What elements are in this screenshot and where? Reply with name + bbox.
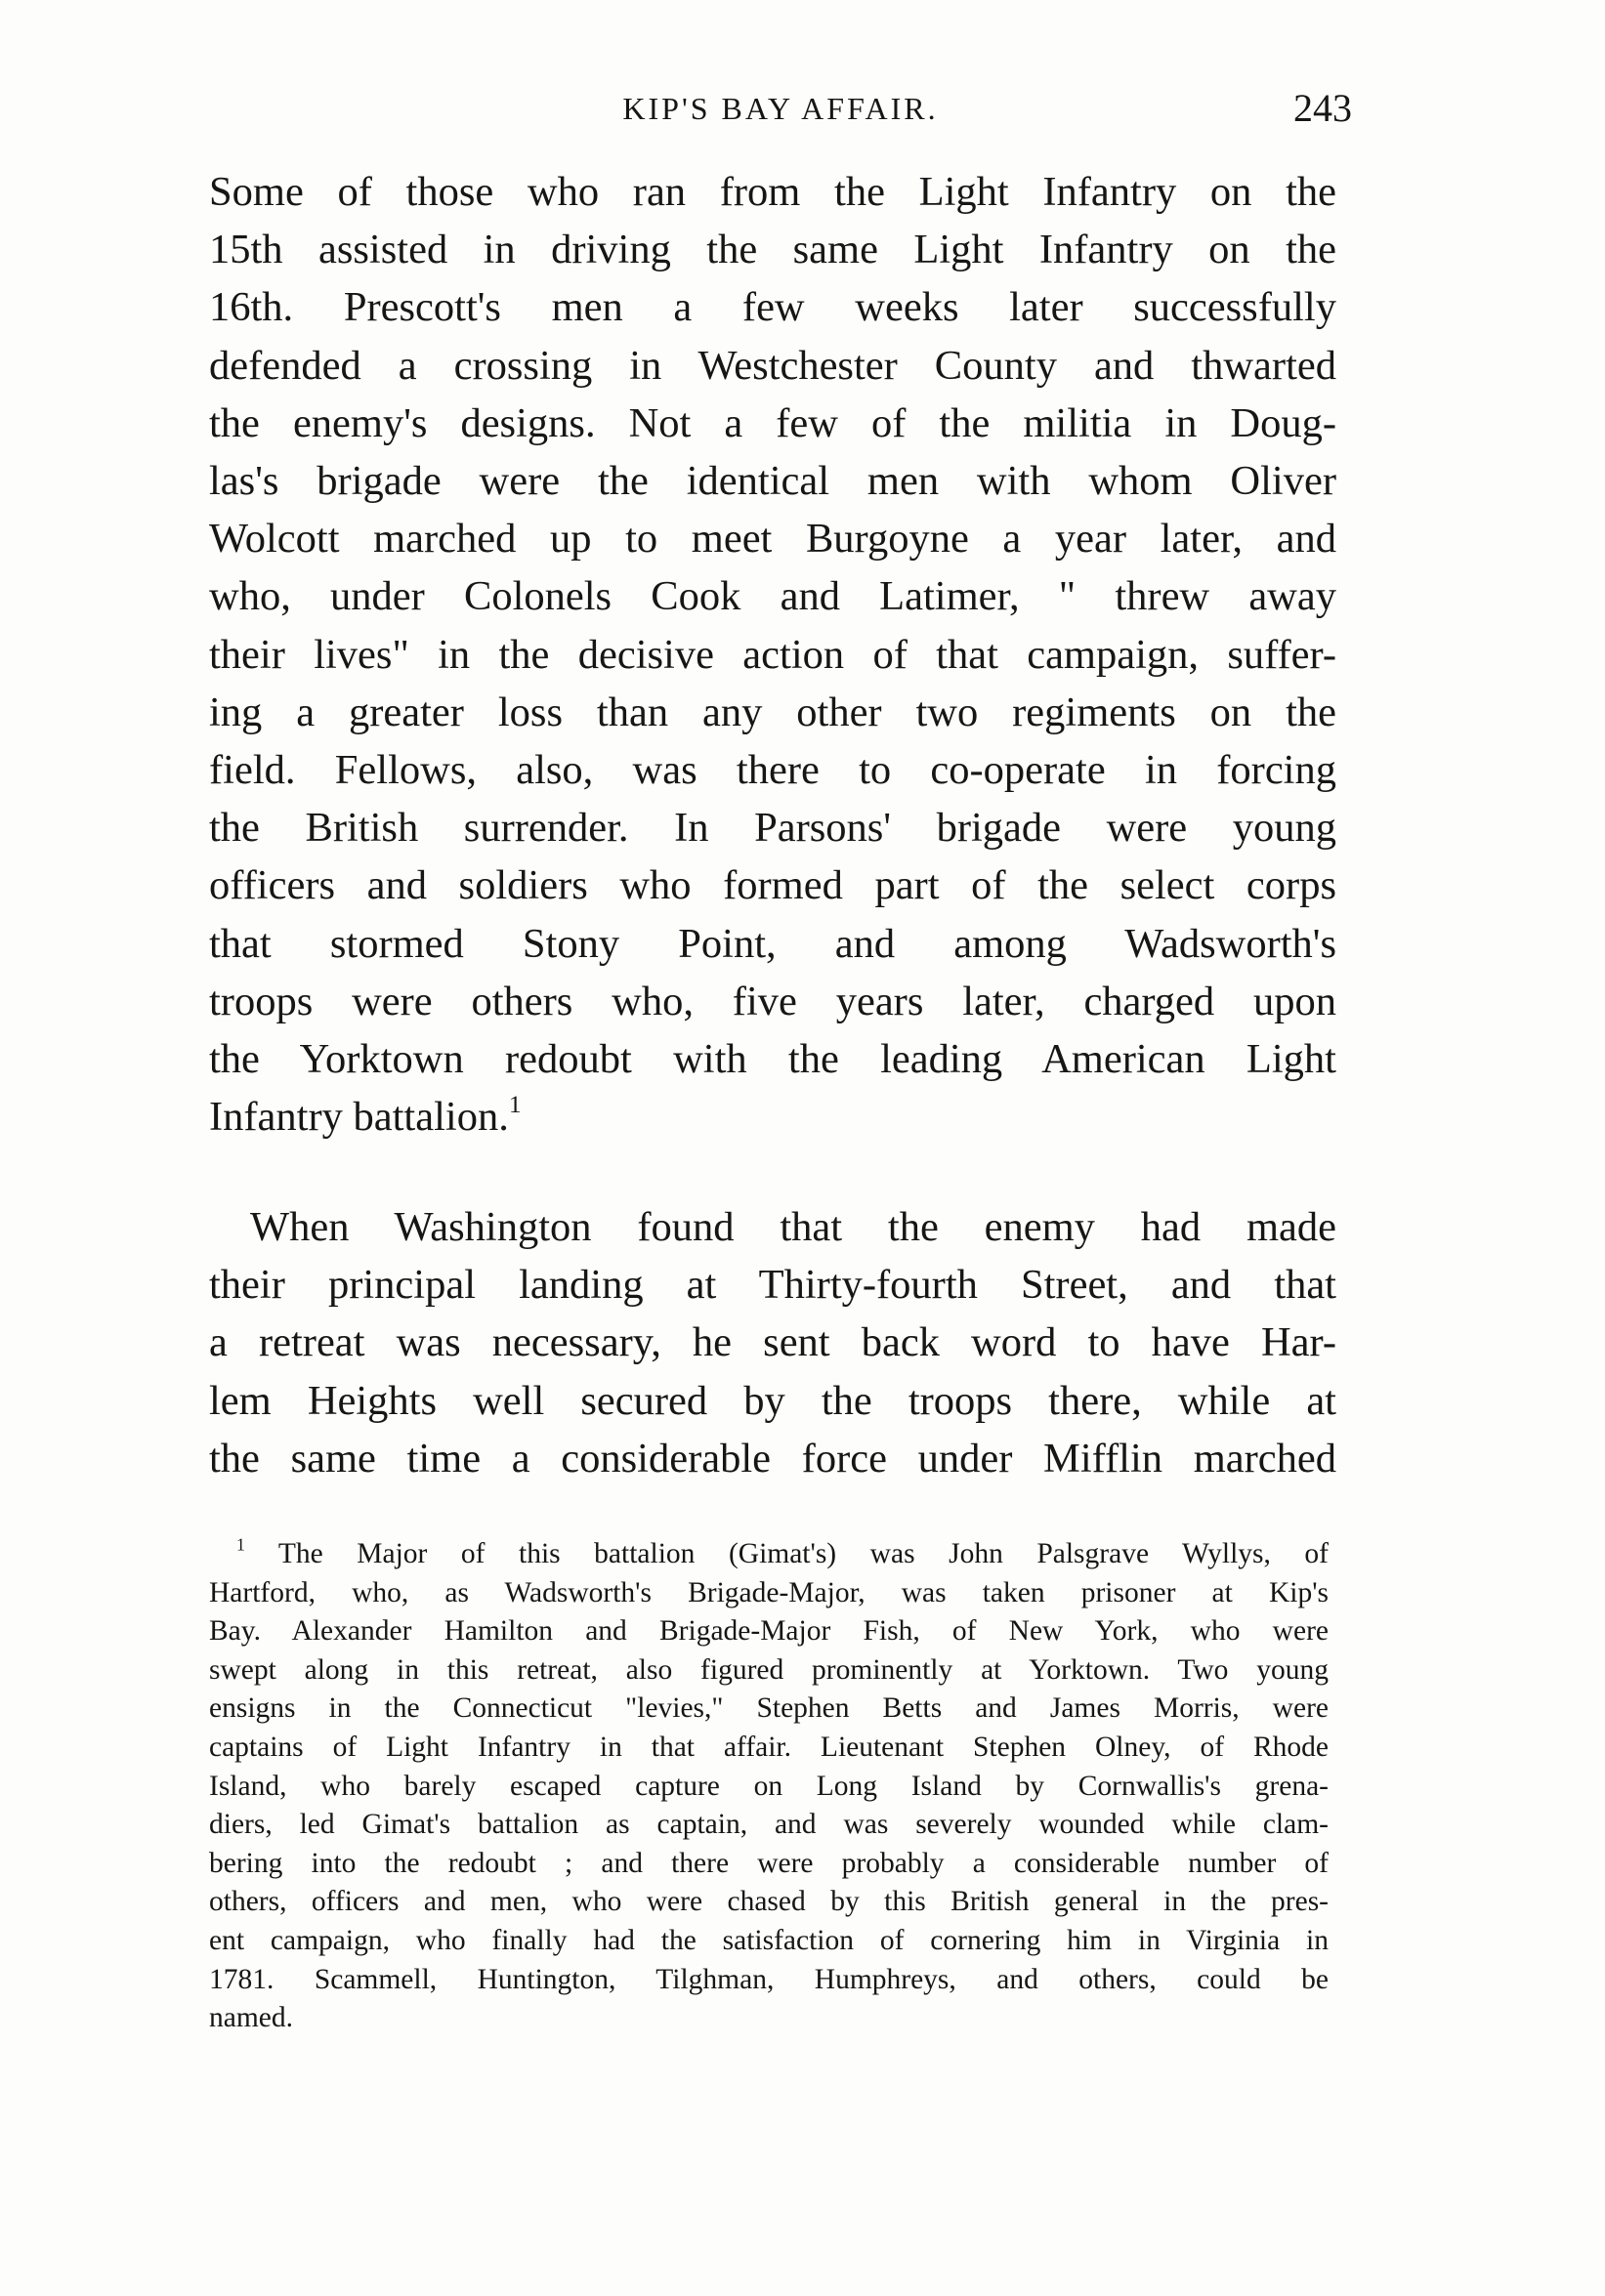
body-paragraph-2 [209, 1198, 1336, 1487]
text-line: ing a greater loss than any other two regiments on the [209, 689, 1336, 735]
text-line: When Washington found that the enemy had made [250, 1204, 1336, 1250]
footnote-line: Bay. Alexander Hamilton and Brigade-Major Fish, of New York, who were [209, 1615, 1329, 1648]
footnote-line: Island, who barely escaped capture on Long Island by Cornwallis's grena- [209, 1770, 1329, 1802]
footnote-marker: 1 [236, 1534, 245, 1555]
text-line-content: Infantry battalion. [209, 1094, 509, 1141]
text-line: officers and soldiers who formed part of the select corps [209, 862, 1336, 909]
footnote-line-content: The Major of this battalion (Gimat's) was John Palsgrave Wyllys, of [277, 1538, 1329, 1569]
text-line: Some of those who ran from the Light Infantry on the [209, 169, 1336, 215]
running-title: KIP'S BAY AFFAIR. [622, 91, 939, 126]
page-number: 243 [1293, 86, 1352, 130]
running-head [209, 84, 1352, 133]
footnote-line: Hartford, who, as Wadsworth's Brigade-Major, was taken prisoner at Kip's [209, 1576, 1329, 1608]
footnote-line [209, 1535, 1329, 1574]
text-line-last [209, 1088, 1336, 1146]
text-line: a retreat was necessary, he sent back word to have Har- [209, 1319, 1336, 1366]
footnote-line: diers, led Gimat's battalion as captain, and was severely wounded while clam- [209, 1809, 1329, 1841]
text-line: troops were others who, five years later, charged upon [209, 978, 1336, 1024]
footnote-line: ensigns in the Connecticut "levies," Stephen Betts and James Morris, were [209, 1692, 1329, 1725]
footnote [209, 1535, 1329, 2038]
text-line: the same time a considerable force under Mifflin marched [209, 1435, 1336, 1482]
text-line: their principal landing at Thirty-fourth Street, and that [209, 1262, 1336, 1309]
text-line: the enemy's designs. Not a few of the militia in Doug- [209, 399, 1336, 446]
text-line: defended a crossing in Westchester County and thwarted [209, 342, 1336, 389]
text-line: that stormed Stony Point, and among Wadsworth's [209, 920, 1336, 967]
footnote-reference[interactable]: 1 [508, 1090, 522, 1119]
footnote-line: others, officers and men, who were chased by this British general in the pres- [209, 1886, 1329, 1918]
text-line: the British surrender. In Parsons' brigade were young [209, 805, 1336, 852]
footnote-line: ent campaign, who finally had the satisfaction of cornering him in Virginia in [209, 1924, 1329, 1956]
text-line: Wolcott marched up to meet Burgoyne a year later, and [209, 516, 1336, 563]
text-line: who, under Colonels Cook and Latimer, " threw away [209, 573, 1336, 620]
footnote-line: swept along in this retreat, also figured prominently at Yorktown. Two young [209, 1653, 1329, 1686]
footnote-line-last: named. [209, 2002, 294, 2034]
text-line: 16th. Prescott's men a few weeks later successfully [209, 284, 1336, 331]
body-paragraph-1 [209, 163, 1336, 1146]
text-line: the Yorktown redoubt with the leading American Light [209, 1036, 1336, 1083]
footnote-line: captains of Light Infantry in that affair. Lieutenant Stephen Olney, of Rhode [209, 1731, 1329, 1763]
text-line: field. Fellows, also, was there to co-operate in forcing [209, 747, 1336, 794]
text-line: lem Heights well secured by the troops there, while at [209, 1377, 1336, 1424]
text-line: las's brigade were the identical men with whom Oliver [209, 458, 1336, 505]
text-line: 15th assisted in driving the same Light Infantry on the [209, 227, 1336, 273]
text-line: their lives" in the decisive action of that campaign, suffer- [209, 631, 1336, 678]
footnote-line: bering into the redoubt ; and there were probably a considerable number of [209, 1847, 1329, 1879]
footnote-line: 1781. Scammell, Huntington, Tilghman, Humphreys, and others, could be [209, 1963, 1329, 1995]
